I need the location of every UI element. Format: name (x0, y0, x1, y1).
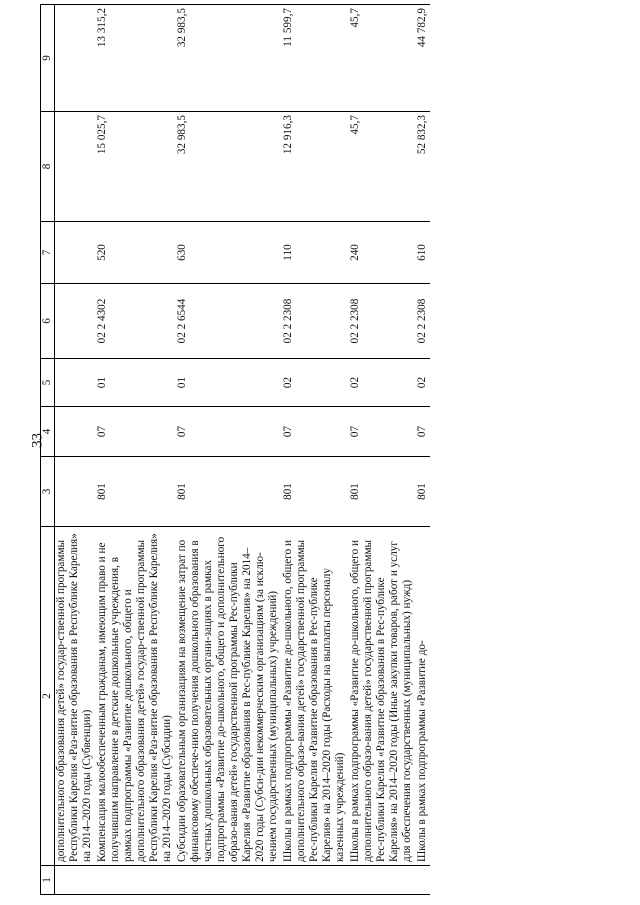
target-article-cell: 02 2 2308 (281, 284, 348, 359)
section-cell: 07 (175, 407, 281, 457)
row-number-cell (281, 866, 348, 895)
row-number-cell (175, 866, 281, 895)
ministry-code-cell: 801 (175, 457, 281, 527)
description-cell: Субсидии образовательным организациям на возмещение затрат по финансовому обеспече-нию получения дошкольного образования в частных дошкольных образовательных органи-зациях в рамках подпрограммы «Развитие до-школьного, общего и дополнительного образо-вания детей» государственной программы Рес-публики Карелия «Развитие образования в Рес-публике Карелия» на 2014–2020 годы (Субси-дии некоммерческим организациям (за исклю-чением государственных (муниципальных) учреждений) (175, 527, 281, 866)
ministry-code-cell: 801 (348, 457, 415, 527)
amount-cell: 32 983,5 (175, 112, 281, 222)
column-header: 4 (41, 407, 55, 457)
column-header: 9 (41, 5, 55, 112)
table-row (95, 5, 175, 895)
target-article-cell: 02 2 4302 (95, 284, 175, 359)
expense-type-cell: 240 (348, 222, 415, 284)
amount-cell: 52 832,3 (415, 112, 430, 222)
target-article-cell: 02 2 2308 (348, 284, 415, 359)
column-header: 3 (41, 457, 55, 527)
table-row (415, 5, 430, 895)
table-row (348, 5, 415, 895)
description-cell: Школы в рамках подпрограммы «Развитие до- (415, 527, 430, 866)
subsection-cell: 02 (281, 359, 348, 407)
column-header: 5 (41, 359, 55, 407)
amount-cell: 45,7 (348, 112, 415, 222)
section-cell: 07 (348, 407, 415, 457)
description-cell: Школы в рамках подпрограммы «Развитие до-школьного, общего и дополнительного образо-вания детей» государственной программы Рес-публики Карелия «Развитие образования в Рес-публике Карелия» на 2014–2020 годы (Расходы на выплаты персоналу казенных учреждений) (281, 527, 348, 866)
budget-table (40, 4, 430, 895)
ministry-code-cell: 801 (95, 457, 175, 527)
amount-cell: 15 025,7 (95, 112, 175, 222)
expense-type-cell: 610 (415, 222, 430, 284)
ministry-code-cell: 801 (281, 457, 348, 527)
section-cell: 07 (95, 407, 175, 457)
rotated-table-container (40, 5, 640, 895)
table-header-row (41, 5, 55, 895)
expense-type-cell (55, 222, 96, 284)
subsection-cell: 02 (348, 359, 415, 407)
amount-cell (55, 5, 96, 112)
ministry-code-cell (55, 457, 96, 527)
amount-cell: 11 599,7 (281, 5, 348, 112)
column-header: 2 (41, 527, 55, 866)
row-number-cell (348, 866, 415, 895)
section-cell: 07 (281, 407, 348, 457)
column-header: 6 (41, 284, 55, 359)
description-cell: Школы в рамках подпрограммы «Развитие до-школьного, общего и дополнительного образо-вания детей» государственной программы Рес-публики Карелия «Развитие образования в Рес-публике Карелия» на 2014–2020 годы (Иные закупки товаров, работ и услуг для обеспечения государственных (муниципальных) нужд) (348, 527, 415, 866)
subsection-cell: 02 (415, 359, 430, 407)
amount-cell: 44 782,9 (415, 5, 430, 112)
page-number: 33 (29, 433, 46, 448)
column-header: 8 (41, 112, 55, 222)
row-number-cell (415, 866, 430, 895)
ministry-code-cell: 801 (415, 457, 430, 527)
subsection-cell: 01 (95, 359, 175, 407)
subsection-cell (55, 359, 96, 407)
amount-cell: 12 916,3 (281, 112, 348, 222)
column-header: 7 (41, 222, 55, 284)
target-article-cell (55, 284, 96, 359)
row-number-cell (95, 866, 175, 895)
amount-cell: 13 315,2 (95, 5, 175, 112)
target-article-cell: 02 2 6544 (175, 284, 281, 359)
subsection-cell: 01 (175, 359, 281, 407)
table-row (281, 5, 348, 895)
section-cell (55, 407, 96, 457)
target-article-cell: 02 2 2308 (415, 284, 430, 359)
column-header: 1 (41, 866, 55, 895)
description-cell: дополнительного образования детей» государ-ственной программы Республики Карелия «Раз-витие образования в Республике Карелия» на 2014–2020 годы (Субвенции) (55, 527, 96, 866)
expense-type-cell: 520 (95, 222, 175, 284)
amount-cell (55, 112, 96, 222)
section-cell: 07 (415, 407, 430, 457)
expense-type-cell: 630 (175, 222, 281, 284)
amount-cell: 45,7 (348, 5, 415, 112)
expense-type-cell: 110 (281, 222, 348, 284)
row-number-cell (55, 866, 96, 895)
table-row (55, 5, 96, 895)
table-row (175, 5, 281, 895)
amount-cell: 32 983,5 (175, 5, 281, 112)
description-cell: Компенсация малообеспеченным гражданам, имеющим право и не получившим направление в детские дошкольные учреждения, в рамках подпрограммы «Развитие дошкольного, общего и дополнительного образования детей» государ-ственной программы Республики Карелия «Раз-витие образования в Республике Карелия» на 2014–2020 годы (Субсидии) (95, 527, 175, 866)
